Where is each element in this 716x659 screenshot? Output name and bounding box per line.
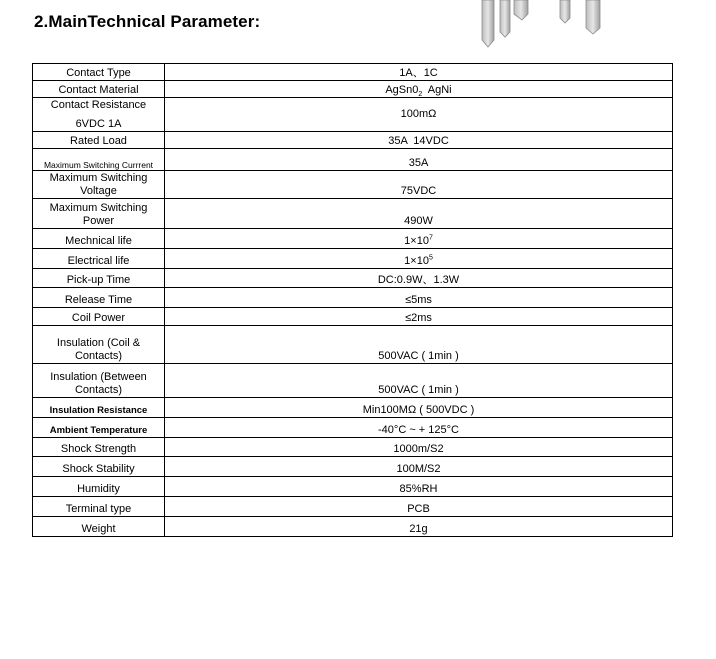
parameter-value-cell (165, 457, 673, 477)
table-row (33, 308, 673, 326)
parameter-name: Maximum Switching Currrent (43, 160, 154, 170)
parameter-value-script: 2 (418, 91, 423, 98)
parameter-value: 1A、1C (399, 67, 438, 79)
parameter-value-script: 7 (428, 234, 433, 242)
parameter-name-cell (33, 149, 165, 171)
table-row (33, 418, 673, 438)
parameter-value-cell (165, 269, 673, 288)
parameter-value-cell (165, 517, 673, 537)
parameter-value-cell (165, 199, 673, 229)
parameter-name: Insulation (Coil & Contacts) (56, 337, 141, 362)
parameter-name: Terminal type (65, 503, 132, 515)
parameter-name-cell (33, 497, 165, 517)
parameter-value: 85%RH (399, 483, 438, 495)
table-row (33, 517, 673, 537)
parameter-condition: 6VDC 1A (75, 117, 122, 130)
parameter-name-cell (33, 269, 165, 288)
table-row (33, 171, 673, 199)
parameter-name-cell (33, 229, 165, 249)
parameter-name: Insulation (Between Contacts) (50, 371, 147, 396)
parameter-name-cell (33, 132, 165, 149)
table-row (33, 497, 673, 517)
table-row (33, 98, 673, 132)
parameter-value-cell (165, 81, 673, 98)
parameter-value: 1×10 (404, 235, 429, 247)
parameter-name-cell (33, 517, 165, 537)
table-row (33, 364, 673, 398)
parameter-name: Humidity (77, 483, 120, 495)
technical-parameter-table (32, 63, 673, 537)
parameter-value-cell (165, 64, 673, 81)
table-row (33, 249, 673, 269)
parameter-value-cell (165, 98, 673, 132)
parameter-name-cell (33, 438, 165, 457)
parameter-value: DC:0.9W、1.3W (377, 274, 460, 286)
parameter-value-cell (165, 229, 673, 249)
parameter-name: Rated Load (70, 135, 127, 147)
parameter-value-cell (165, 149, 673, 171)
parameter-name-cell (33, 477, 165, 497)
parameter-value-script: 5 (428, 254, 433, 262)
parameter-name: Shock Strength (60, 443, 137, 455)
parameter-name: Weight (81, 523, 116, 535)
parameter-value: 500VAC ( 1min ) (378, 350, 459, 362)
table-row (33, 438, 673, 457)
parameter-name: Contact Material (58, 84, 139, 96)
parameter-name: Ambient Temperature (49, 425, 148, 436)
parameter-value: 500VAC ( 1min ) (378, 384, 459, 396)
parameter-name-cell (33, 81, 165, 98)
table-row (33, 457, 673, 477)
parameter-value-cell (165, 308, 673, 326)
table-row (33, 269, 673, 288)
parameter-name-cell (33, 398, 165, 418)
parameter-name: Maximum Switching Voltage (49, 172, 148, 197)
parameter-name: Contact Resistance (50, 98, 147, 111)
parameter-name: Contact Type (66, 67, 131, 79)
parameter-value-cell (165, 326, 673, 364)
table-row (33, 64, 673, 81)
section-title: 2.MainTechnical Parameter: (34, 12, 261, 31)
parameter-name-cell (33, 64, 165, 81)
parameter-name: Coil Power (71, 312, 126, 324)
parameter-value-cell (165, 497, 673, 517)
parameter-name: Mechnical life (65, 235, 132, 247)
table-row (33, 199, 673, 229)
parameter-name: Pick-up Time (66, 274, 131, 286)
parameter-value: -40°C ~ + 125°C (378, 424, 459, 436)
parameter-name-cell (33, 249, 165, 269)
parameter-name-cell (33, 326, 165, 364)
parameter-value: Min100MΩ ( 500VDC ) (362, 404, 475, 416)
parameter-value-suffix: AgNi (422, 84, 452, 96)
parameter-value: 35A 14VDC (388, 135, 449, 147)
table-row (33, 132, 673, 149)
parameter-name-cell (33, 98, 165, 132)
parameter-name: Insulation Resistance (49, 405, 148, 416)
parameter-value: ≤5ms (405, 294, 432, 306)
parameter-name: Electrical life (67, 255, 130, 267)
parameter-value-cell (165, 364, 673, 398)
parameter-value-cell (165, 477, 673, 497)
parameter-value-cell (165, 132, 673, 149)
parameter-name-cell (33, 171, 165, 199)
parameter-name-cell (33, 288, 165, 308)
parameter-value: 1×10 (404, 255, 429, 267)
table-row (33, 149, 673, 171)
parameter-value: 35A (408, 157, 429, 169)
parameter-value: 100M/S2 (396, 463, 441, 475)
parameter-name: Shock Stability (62, 463, 135, 475)
parameter-value-cell (165, 288, 673, 308)
parameter-name-cell (33, 199, 165, 229)
parameter-name: Release Time (64, 294, 133, 306)
parameter-value: ≤2ms (405, 312, 432, 324)
parameter-name-cell (33, 364, 165, 398)
parameter-value: 490W (404, 215, 433, 227)
parameter-value: PCB (407, 503, 430, 515)
parameter-name-cell (33, 418, 165, 438)
table-row (33, 326, 673, 364)
parameter-value: 21g (409, 523, 428, 535)
relay-pins-icon (448, 0, 618, 52)
parameter-value-cell (165, 438, 673, 457)
table-row (33, 477, 673, 497)
parameter-value-cell (165, 171, 673, 199)
table-row (33, 229, 673, 249)
table-row (33, 398, 673, 418)
parameter-value: 1000m/S2 (393, 443, 444, 455)
parameter-value-cell (165, 418, 673, 438)
parameter-value: 75VDC (400, 185, 437, 197)
table-row (33, 81, 673, 98)
parameter-value: 100mΩ (400, 108, 437, 120)
parameter-name-cell (33, 308, 165, 326)
table-row (33, 288, 673, 308)
parameter-name: Maximum Switching Power (49, 202, 148, 227)
parameter-name-cell (33, 457, 165, 477)
parameter-value-cell (165, 249, 673, 269)
parameter-value-cell (165, 398, 673, 418)
parameter-value: AgSn0 (385, 84, 419, 96)
